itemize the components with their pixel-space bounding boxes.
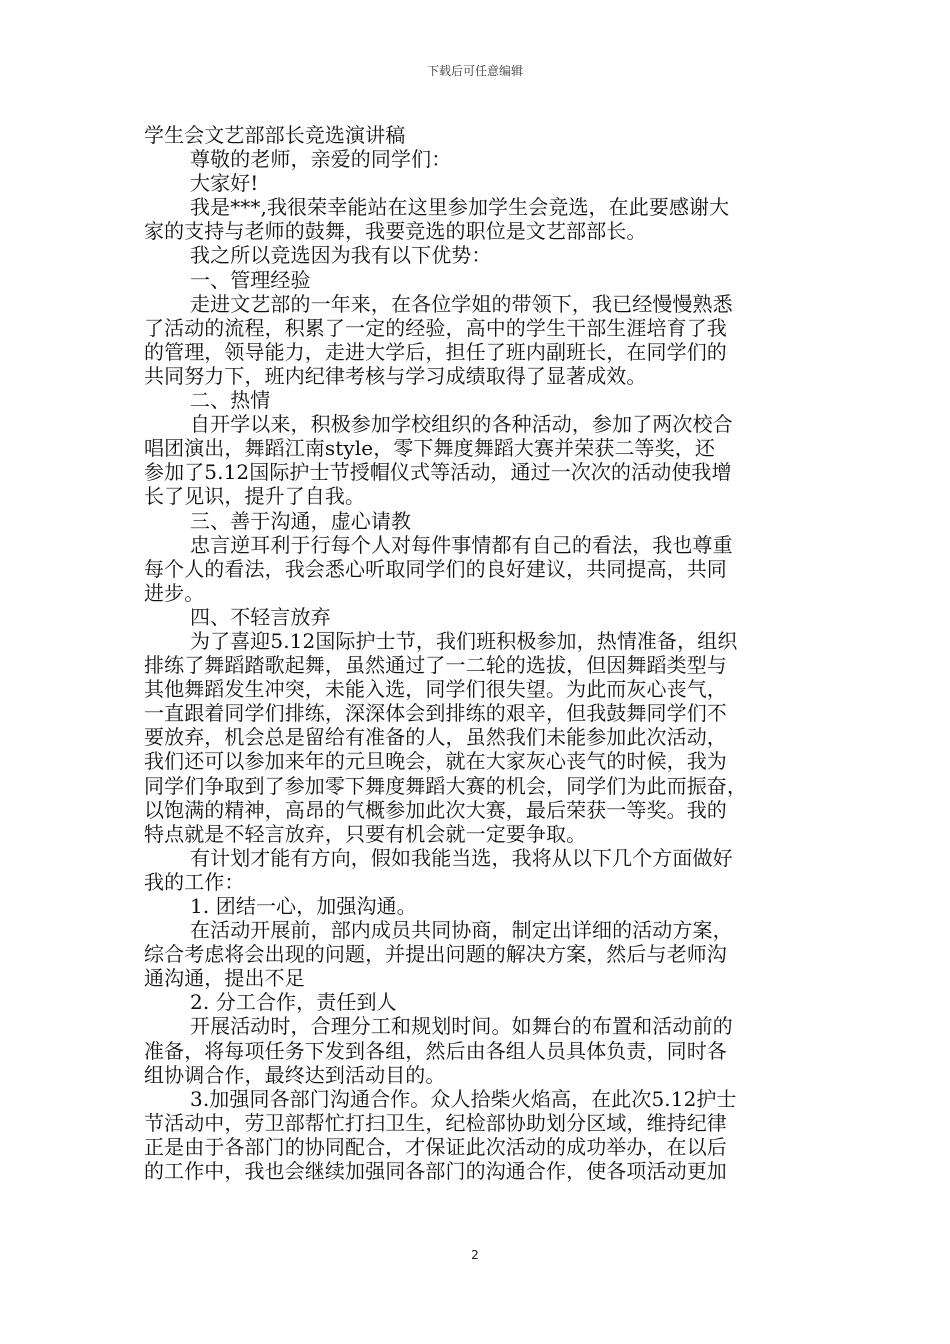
page-header-note: 下载后可任意编辑 [426,64,523,78]
paragraph-line: 在活动开展前，部内成员共同协商，制定出详细的活动方案， [190,918,733,943]
paragraph-line: 唱团演出，舞蹈江南style，零下舞度舞蹈大赛并荣获二等奖，还 [144,436,715,461]
document-title: 学生会文艺部部长竞选演讲稿 [144,123,406,147]
paragraph-line: 四、不轻言放弃 [190,604,331,629]
paragraph-line: 3.加强同各部门沟通合作。众人拾柴火焰高，在此次5.12护士 [190,1086,737,1111]
paragraph-line: 排练了舞蹈踏歌起舞，虽然通过了一二轮的选拔，但因舞蹈类型与 [144,653,727,678]
paragraph-line: 要放弃，机会总是留给有准备的人，虽然我们未能参加此次活动， [144,725,727,750]
paragraph-line: 我们还可以参加来年的元旦晚会，就在大家灰心丧气的时候，我为 [144,749,727,774]
paragraph-line: 尊敬的老师，亲爱的同学们： [190,147,452,172]
paragraph-line: 的管理，领导能力，走进大学后，担任了班内副班长，在同学们的 [144,339,727,364]
paragraph-line: 进步。 [144,580,205,605]
paragraph-line: 了活动的流程，积累了一定的经验，高中的学生干部生涯培育了我 [144,315,727,340]
paragraph-line: 为了喜迎5.12国际护士节，我们班积极参加，热情准备，组织 [190,628,738,653]
paragraph-line: 大家好! [190,171,259,196]
paragraph-line: 综合考虑将会出现的问题，并提出问题的解决方案，然后与老师沟 [144,942,727,967]
paragraph-line: 开展活动时，合理分工和规划时间。如舞台的布置和活动前的 [190,1014,733,1039]
paragraph-line: 忠言逆耳利于行每个人对每件事情都有自己的看法，我也尊重 [190,532,733,557]
paragraph-line: 我之所以竞选因为我有以下优势： [190,243,492,268]
paragraph-line: 组协调合作，最终达到活动目的。 [144,1062,446,1087]
paragraph-line: 家的支持与老师的鼓舞，我要竞选的职位是文艺部部长。 [144,219,647,244]
paragraph-line: 三、善于沟通，虚心请教 [190,508,412,533]
paragraph-line: 共同努力下，班内纪律考核与学习成绩取得了显著成效。 [144,363,647,388]
paragraph-line: 一直跟着同学们排练，深深体会到排练的艰辛，但我鼓舞同学们不 [144,701,727,726]
paragraph-line: 同学们争取到了参加零下舞度舞蹈大赛的机会，同学们为此而振奋， [144,773,747,798]
paragraph-line: 我的工作： [144,869,245,894]
paragraph-line: 1. 团结一心，加强沟通。 [190,894,417,918]
paragraph-line: 走进文艺部的一年来，在各位学姐的带领下，我已经慢慢熟悉 [190,291,733,316]
paragraph-line: 有计划才能有方向，假如我能当选，我将从以下几个方面做好 [190,845,733,870]
paragraph-line: 参加了5.12国际护士节授帽仪式等活动，通过一次次的活动使我增 [144,460,732,485]
page-number: 2 [471,1248,479,1262]
paragraph-line: 二、热情 [190,388,271,413]
paragraph-line: 我是***,我很荣幸能站在这里参加学生会竞选，在此要感谢大 [190,195,730,220]
paragraph-line: 通沟通，提出不足 [144,966,305,991]
paragraph-line: 的工作中，我也会继续加强同各部门的沟通合作，使各项活动更加 [144,1159,727,1184]
paragraph-line: 一、管理经验 [190,267,311,292]
paragraph-line: 准备，将每项任务下发到各组，然后由各组人员具体负责，同时各 [144,1038,727,1063]
paragraph-line: 正是由于各部门的协同配合，才保证此次活动的成功举办，在以后 [144,1134,727,1159]
paragraph-line: 节活动中，劳卫部帮忙打扫卫生，纪检部协助划分区域，维持纪律 [144,1110,727,1135]
paragraph-line: 每个人的看法，我会悉心听取同学们的良好建议，共同提高，共同 [144,556,727,581]
document-body [144,123,804,1183]
paragraph-line: 长了见识，提升了自我。 [144,484,366,509]
paragraph-line: 自开学以来，积极参加学校组织的各种活动，参加了两次校合 [190,412,733,437]
paragraph-line: 特点就是不轻言放弃，只要有机会就一定要争取。 [144,821,587,846]
paragraph-line: 2. 分工合作，责任到人 [190,990,397,1015]
paragraph-line: 其他舞蹈发生冲突，未能入选，同学们很失望。为此而灰心丧气， [144,677,727,702]
paragraph-line: 以饱满的精神，高昂的气概参加此次大赛，最后荣获一等奖。我的 [144,797,727,822]
